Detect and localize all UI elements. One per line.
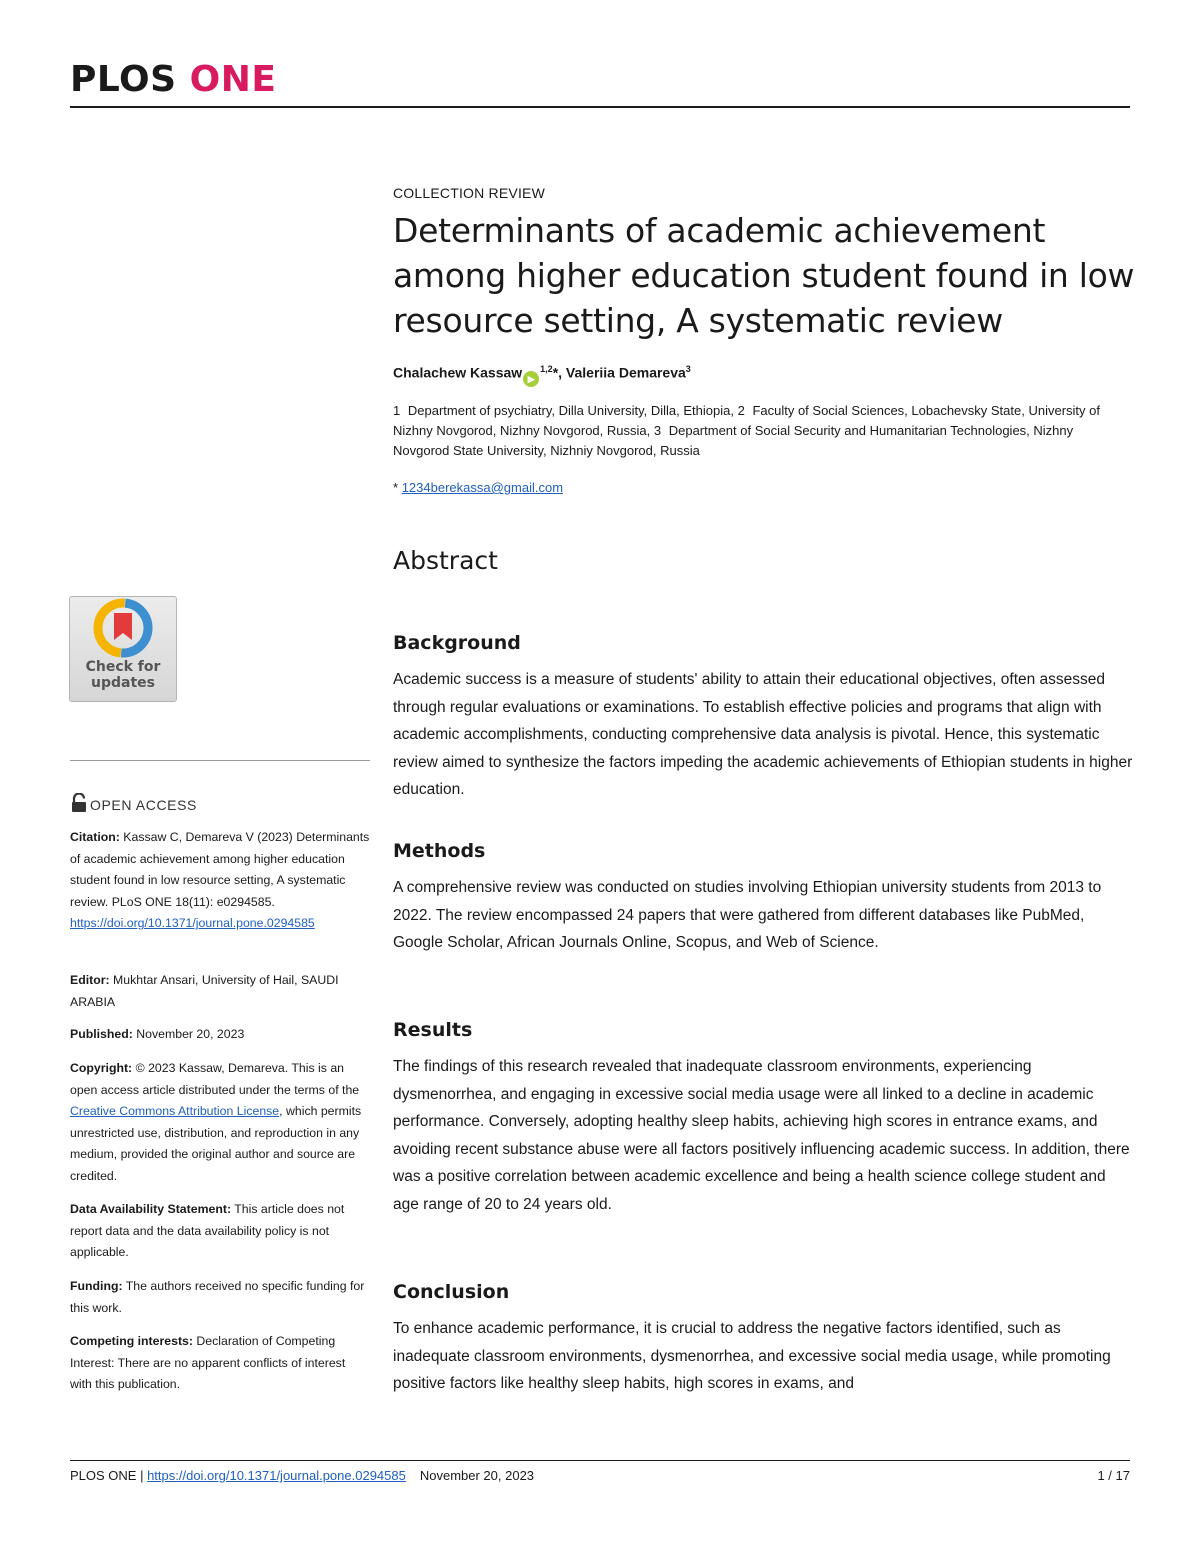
author-separator: , <box>558 364 566 381</box>
affiliations <box>393 401 1133 461</box>
footer-divider <box>70 1460 1130 1461</box>
corresponding-mark: * <box>552 364 559 381</box>
header-divider <box>70 106 1130 108</box>
open-access-text: OPEN ACCESS <box>90 797 197 813</box>
affiliation-text: Department of Social Security and Humanitarian Technologies, Nizhny Novgorod State University, Nizhniy Novgorod, Russia <box>393 423 1074 458</box>
check-for-updates-line2: updates <box>91 675 155 691</box>
open-access-label <box>70 793 197 813</box>
article-type: COLLECTION REVIEW <box>393 185 545 201</box>
crossmark-icon <box>70 597 176 661</box>
affiliation-text: Faculty of Social Sciences, Lobachevsky State, University of Nizhny Novgorod, Nizhny Novgorod, Russia, <box>393 403 1100 438</box>
author-name[interactable]: Chalachew Kassaw <box>393 364 523 381</box>
footer-doi-link[interactable]: https://doi.org/10.1371/journal.pone.0294585 <box>147 1468 406 1483</box>
abstract-heading: Abstract <box>393 546 498 575</box>
results-text: The findings of this research revealed that inadequate classroom environments, experiencing dysmenorrhea, and engaging in excessive social media usage were all linked to a decline in academic performance. Conversely, adopting healthy sleep habits, achieving high scores in entrance exams, and avoiding recent substance abuse were all factors positively influencing academic success. In addition, there was a positive correlation between academic excellence and being a health science college student and age range of 20 to 24 years old. <box>393 1058 1130 1213</box>
conclusion-heading: Conclusion <box>393 1281 510 1303</box>
sidebar-divider <box>70 760 370 761</box>
copyright-text-end: , which permits unrestricted use, distribution, and reproduction in any medium, provided the original author and source are credited. <box>70 1104 362 1183</box>
check-for-updates-label <box>70 659 176 691</box>
check-for-updates-button[interactable] <box>69 596 177 702</box>
author-list <box>393 364 691 387</box>
editor-block <box>70 970 370 1013</box>
corresponding-email-line <box>393 480 563 495</box>
editor-text: Mukhtar Ansari, University of Hail, SAUDI ARABIA <box>70 973 339 1009</box>
author-affiliation-sup: 3 <box>685 364 691 374</box>
footer-date: November 20, 2023 <box>419 1468 535 1483</box>
author-name[interactable]: Valeriia Demareva <box>565 364 686 381</box>
methods-heading: Methods <box>393 840 486 862</box>
background-heading: Background <box>393 632 521 654</box>
orcid-icon[interactable]: ▶ <box>523 371 539 387</box>
data-availability-label: Data Availability Statement: <box>70 1202 232 1216</box>
citation-label: Citation: <box>70 830 120 844</box>
check-for-updates-line1: Check for <box>85 659 161 675</box>
background-text: Academic success is a measure of students' ability to attain their educational objectives, often assessed through regular evaluations or examinations. To establish effective policies and programs that align with academic accomplishments, conducting comprehensive data analysis is pivotal. Hence, this systematic review aimed to synthesize the factors impeding the academic achievements of Ethiopian students in higher education. <box>393 671 1133 798</box>
affiliation-number: 1 <box>393 403 401 418</box>
corresp-mark: * <box>393 480 399 495</box>
funding-block <box>70 1276 370 1319</box>
competing-interests-text: Declaration of Competing Interest: There are no apparent conflicts of interest with this publication. <box>70 1334 346 1392</box>
copyright-block <box>70 1058 370 1188</box>
journal-logo[interactable] <box>70 60 276 100</box>
copyright-text: © 2023 Kassaw, Demareva. This is an open access article distributed under the terms of the <box>70 1061 360 1097</box>
methods-text: A comprehensive review was conducted on studies involving Ethiopian university students from 2013 to 2022. The review encompassed 24 papers that were gathered from different databases like PubMed, Google Scholar, African Journals Online, Scopus, and Web of Science. <box>393 879 1102 951</box>
published-text: November 20, 2023 <box>132 1027 245 1041</box>
open-lock-icon <box>70 793 88 813</box>
funding-label: Funding: <box>70 1279 123 1293</box>
results-heading: Results <box>393 1019 473 1041</box>
conclusion-text: To enhance academic performance, it is crucial to address the negative factors identified, such as inadequate classroom environments, dysmenorrhea, and excessive social media usage, while promoting positive factors like healthy sleep habits, high scores in exams, and <box>393 1320 1111 1392</box>
citation-doi-link[interactable]: https://doi.org/10.1371/journal.pone.0294585 <box>70 916 315 931</box>
author-affiliation-sup: 1,2 <box>540 364 553 374</box>
citation-block <box>70 827 370 935</box>
copyright-label: Copyright: <box>70 1061 133 1075</box>
published-label: Published: <box>70 1027 133 1041</box>
editor-label: Editor: <box>70 973 110 987</box>
page-footer <box>70 1468 534 1483</box>
data-availability-block <box>70 1199 370 1264</box>
logo-one: ONE <box>189 59 277 100</box>
competing-interests-label: Competing interests: <box>70 1334 193 1348</box>
affiliation-number: 3 <box>653 423 662 438</box>
license-link[interactable]: Creative Commons Attribution License <box>70 1104 280 1119</box>
funding-text: The authors received no specific funding for this work. <box>70 1279 365 1315</box>
affiliation-number: 2 <box>737 403 745 418</box>
published-block <box>70 1024 370 1046</box>
affiliation-text: Department of psychiatry, Dilla University, Dilla, Ethiopia, <box>407 403 734 418</box>
footer-journal: PLOS ONE | <box>70 1468 148 1483</box>
data-availability-text: This article does not report data and the data availability policy is not applicable. <box>70 1202 345 1260</box>
logo-plos: PLOS <box>70 59 177 100</box>
article-title: Determinants of academic achievement among higher education student found in low resource setting, A systematic review <box>393 211 1135 340</box>
corresp-email-link[interactable]: 1234berekassa@gmail.com <box>401 480 564 495</box>
citation-text: Kassaw C, Demareva V (2023) Determinants of academic achievement among higher education student found in low resource setting, A systematic review. PLoS ONE 18(11): e0294585. <box>70 830 370 909</box>
competing-interests-block <box>70 1331 370 1396</box>
page-number: 1 / 17 <box>1097 1468 1130 1483</box>
